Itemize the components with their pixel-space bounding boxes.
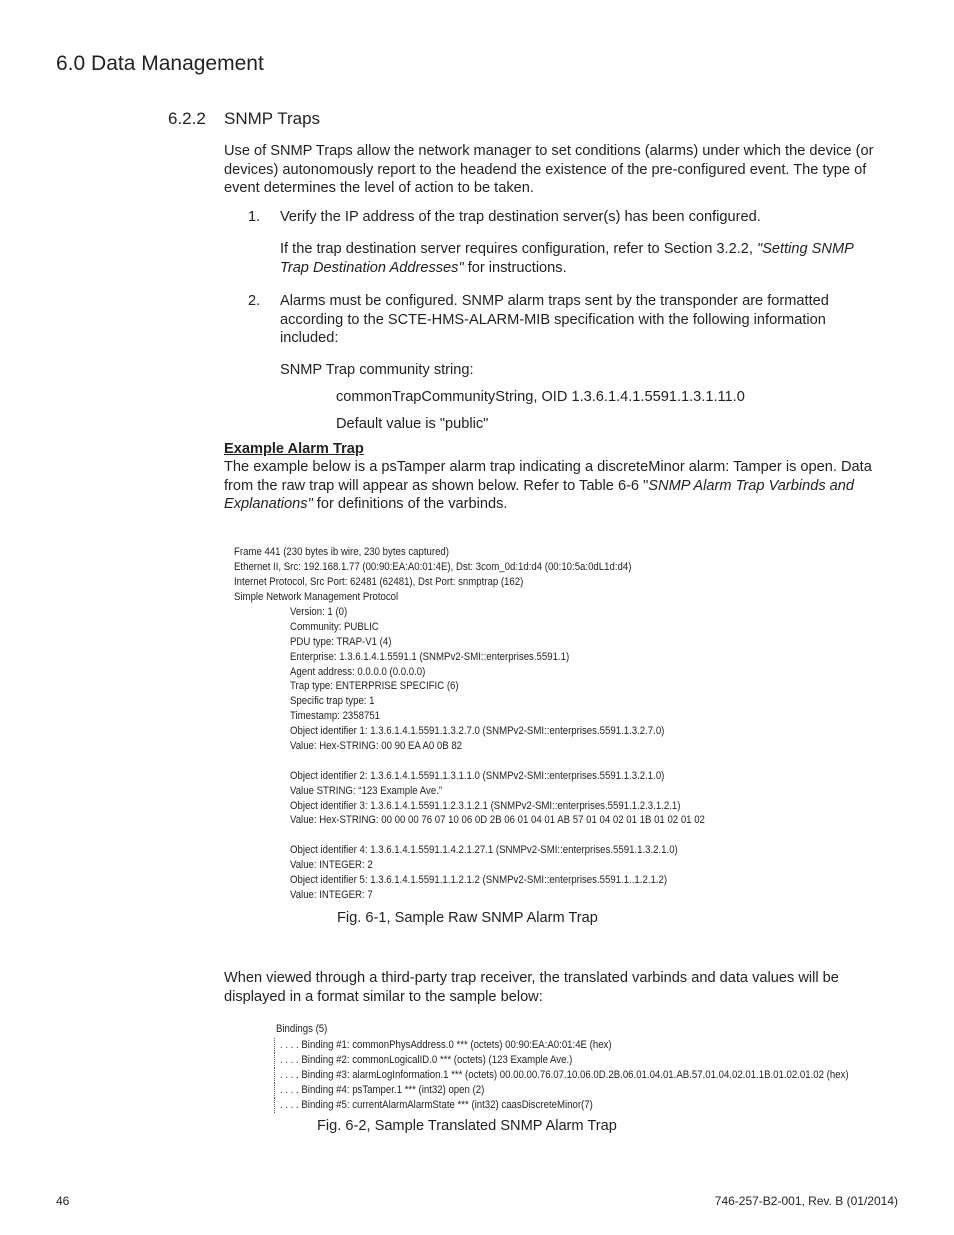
raw-trap-line: Object identifier 5: 1.3.6.1.4.1.5591.1.1.2.1.2 (SNMPv2-SMI::enterprises.5591.1..1.2.1.2) bbox=[290, 874, 668, 887]
step-2 bbox=[248, 292, 888, 348]
tree-connector bbox=[274, 1038, 278, 1053]
tree-connector bbox=[274, 1068, 278, 1083]
step-1-text: Verify the IP address of the trap destination server(s) has been configured. bbox=[280, 209, 761, 225]
raw-trap-line: Object identifier 4: 1.3.6.1.4.1.5591.1.4.2.1.27.1 (SNMPv2-SMI::enterprises.5591.1.3.2.1.0) bbox=[290, 844, 678, 857]
example-table-reference: SNMP Alarm Trap Varbinds and Explanations" bbox=[224, 477, 855, 512]
step-1-note-prefix: If the trap destination server requires configuration, refer to Section 3.2.2, bbox=[280, 241, 757, 257]
raw-trap-line: Value STRING: “123 Example Ave.” bbox=[290, 784, 443, 797]
tree-connector bbox=[274, 1098, 278, 1113]
raw-trap-line: Timestamp: 2358751 bbox=[290, 710, 381, 723]
binding-text: . . . . Binding #3: alarmLogInformation.1 *** (octets) 00.00.00.76.07.10.06.0D.2B.06.01.04.01.AB.57.01.04.02.01.1B.01.02.01.02 (hex) bbox=[280, 1069, 849, 1081]
raw-trap-header bbox=[234, 545, 631, 605]
raw-trap-blank-line bbox=[290, 828, 705, 843]
raw-trap-line: Value: Hex-STRING: 00 90 EA A0 0B 82 bbox=[290, 740, 463, 753]
section-title: SNMP Traps bbox=[224, 109, 321, 128]
raw-trap-line: Agent address: 0.0.0.0 (0.0.0.0) bbox=[290, 665, 426, 678]
step-1-note-reference: "Setting SNMP Trap Destination Addresses" bbox=[280, 241, 854, 276]
raw-trap-line: Version: 1 (0) bbox=[290, 606, 348, 618]
raw-trap-body bbox=[290, 605, 705, 903]
raw-trap-line: Simple Network Management Protocol bbox=[234, 590, 399, 603]
intro-paragraph: Use of SNMP Traps allow the network manager to set conditions (alarms) under which the device (or devices) autonomously report to the headend the existence of the pre-configured event. The type of event determines the level of action to be taken. bbox=[224, 143, 874, 196]
raw-trap-line: Ethernet II, Src: 192.168.1.77 (00:90:EA:A0:01:4E), Dst: 3com_0d:1d:d4 (00:10:5a:0dL1d:d4) bbox=[234, 560, 632, 573]
step-1-note-suffix: for instructions. bbox=[463, 259, 567, 276]
step-2-number: 2. bbox=[248, 293, 261, 309]
step-1-number: 1. bbox=[248, 209, 261, 225]
figure-6-1-caption: Fig. 6-1, Sample Raw SNMP Alarm Trap bbox=[337, 910, 598, 926]
step-1-note bbox=[280, 240, 880, 277]
binding-text: . . . . Binding #2: commonLogicalID.0 *** (octets) (123 Example Ave.) bbox=[280, 1054, 573, 1066]
raw-trap-line: Community: PUBLIC bbox=[290, 620, 379, 633]
binding-text: . . . . Binding #4: psTamper.1 *** (int32) open (2) bbox=[280, 1084, 485, 1096]
raw-trap-line: Object identifier 2: 1.3.6.1.4.1.5591.1.3.1.1.0 (SNMPv2-SMI::enterprises.5591.1.3.2.1.0) bbox=[290, 769, 665, 782]
figure-6-2-caption: Fig. 6-2, Sample Translated SNMP Alarm Trap bbox=[317, 1118, 617, 1134]
raw-trap-line: Value: Hex-STRING: 00 00 00 76 07 10 06 0D 2B 06 01 04 01 AB 57 01 04 02 01 1B 01 02 01 02 bbox=[290, 814, 705, 827]
raw-trap-line: Object identifier 3: 1.3.6.1.4.1.5591.1.2.3.1.2.1 (SNMPv2-SMI::enterprises.5591.1.2.3.1.2.1) bbox=[290, 799, 681, 812]
community-string-default: Default value is "public" bbox=[336, 416, 489, 432]
tree-connector bbox=[274, 1083, 278, 1098]
bindings-header: Bindings (5) bbox=[276, 1023, 328, 1035]
section-number: 6.2.2 bbox=[168, 109, 206, 128]
binding-text: . . . . Binding #1: commonPhysAddress.0 *** (octets) 00:90:EA:A0:01:4E (hex) bbox=[280, 1039, 612, 1051]
raw-trap-line: Enterprise: 1.3.6.1.4.1.5591.1 (SNMPv2-SMI::enterprises.5591.1) bbox=[290, 650, 570, 663]
example-text-prefix: The example below is a psTamper alarm trap indicating a discreteMinor alarm: Tamper is open. Data from the raw trap will appear as shown below. Refer to Table 6-6 " bbox=[224, 459, 872, 494]
example-heading: Example Alarm Trap bbox=[224, 441, 364, 457]
community-string-oid: commonTrapCommunityString, OID 1.3.6.1.4.1.5591.1.3.1.11.0 bbox=[336, 389, 745, 405]
step-2-text: Alarms must be configured. SNMP alarm traps sent by the transponder are formatted according to the SCTE-HMS-ALARM-MIB specification with the following information included: bbox=[280, 293, 829, 346]
example-text-suffix: for definitions of the varbinds. bbox=[312, 496, 508, 512]
translated-intro-paragraph: When viewed through a third-party trap receiver, the translated varbinds and data values will be displayed in a format similar to the sample below: bbox=[224, 970, 839, 1005]
step-1 bbox=[248, 208, 888, 227]
raw-trap-line: Internet Protocol, Src Port: 62481 (62481), Dst Port: snmptrap (162) bbox=[234, 575, 524, 588]
raw-trap-blank-line bbox=[290, 754, 705, 769]
raw-trap-line: PDU type: TRAP-V1 (4) bbox=[290, 635, 392, 648]
tree-connector bbox=[274, 1053, 278, 1068]
raw-trap-line: Specific trap type: 1 bbox=[290, 695, 375, 708]
raw-trap-line: Trap type: ENTERPRISE SPECIFIC (6) bbox=[290, 680, 459, 693]
raw-trap-line: Value: INTEGER: 2 bbox=[290, 859, 373, 872]
chapter-title: 6.0 Data Management bbox=[56, 52, 264, 75]
section-heading bbox=[168, 109, 320, 129]
document-id: 746-257-B2-001, Rev. B (01/2014) bbox=[714, 1194, 898, 1208]
raw-trap-line: Value: INTEGER: 7 bbox=[290, 888, 373, 901]
page-number: 46 bbox=[56, 1194, 70, 1208]
binding-text: . . . . Binding #5: currentAlarmAlarmState *** (int32) caasDiscreteMinor(7) bbox=[280, 1099, 593, 1111]
example-paragraph bbox=[224, 458, 904, 514]
community-string-label: SNMP Trap community string: bbox=[280, 362, 474, 378]
raw-trap-line: Frame 441 (230 bytes ib wire, 230 bytes captured) bbox=[234, 546, 449, 558]
raw-trap-line: Object identifier 1: 1.3.6.1.4.1.5591.1.3.2.7.0 (SNMPv2-SMI::enterprises.5591.1.3.2.7.0) bbox=[290, 725, 665, 738]
